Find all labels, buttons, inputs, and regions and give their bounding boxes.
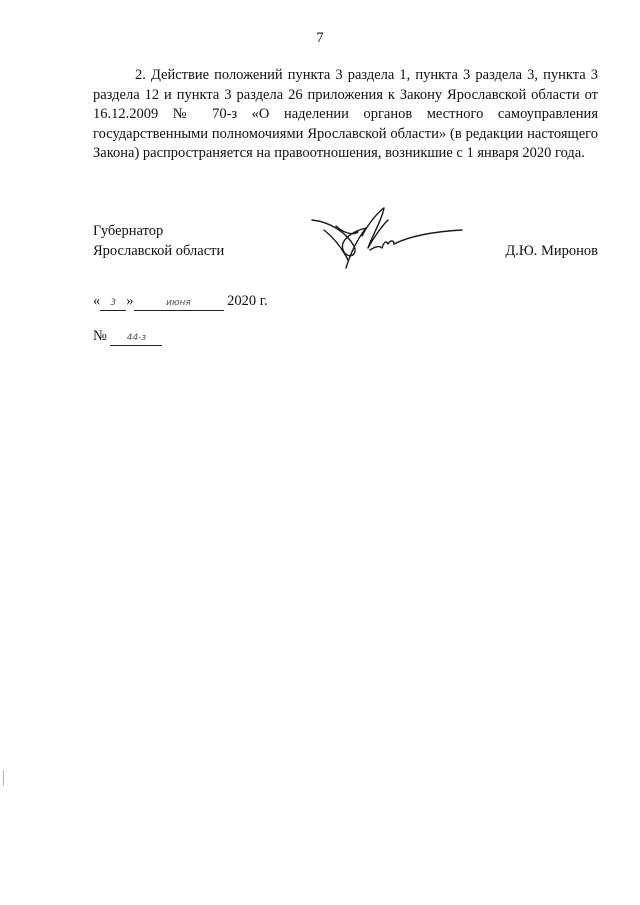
number-line bbox=[93, 327, 162, 347]
signer-name: Д.Ю. Миронов bbox=[505, 243, 598, 259]
governor-title bbox=[93, 222, 224, 261]
date-year: 2020 г. bbox=[227, 293, 268, 309]
governor-title-line2: Ярославской области bbox=[93, 242, 225, 259]
body-paragraph: 2. Действие положений пункта 3 раздела 1, пункта 3 раздела 3, пункта 3 раздела 12 и пункта 3 раздела 26 приложения к Закону Ярославской области от 16.12.2009 № 70-з «О наделении органов местного самоуправления государственными полномочиями Ярославской области» (в редакции настоящего Закона) распространяется на правоотношения, возникшие с 1 января 2020 года. bbox=[93, 67, 598, 162]
date-line bbox=[93, 292, 268, 312]
date-close-quote: » bbox=[126, 293, 134, 309]
date-open-quote: « bbox=[93, 293, 101, 309]
date-day: 3 bbox=[100, 297, 126, 311]
date-month: июня bbox=[134, 297, 224, 311]
law-number: 44-з bbox=[110, 332, 162, 346]
governor-title-line1: Губернатор bbox=[93, 223, 164, 239]
number-label: № bbox=[93, 328, 107, 344]
scan-edge-mark bbox=[3, 770, 4, 786]
page-number: 7 bbox=[316, 30, 324, 46]
handwritten-signature bbox=[306, 202, 466, 282]
